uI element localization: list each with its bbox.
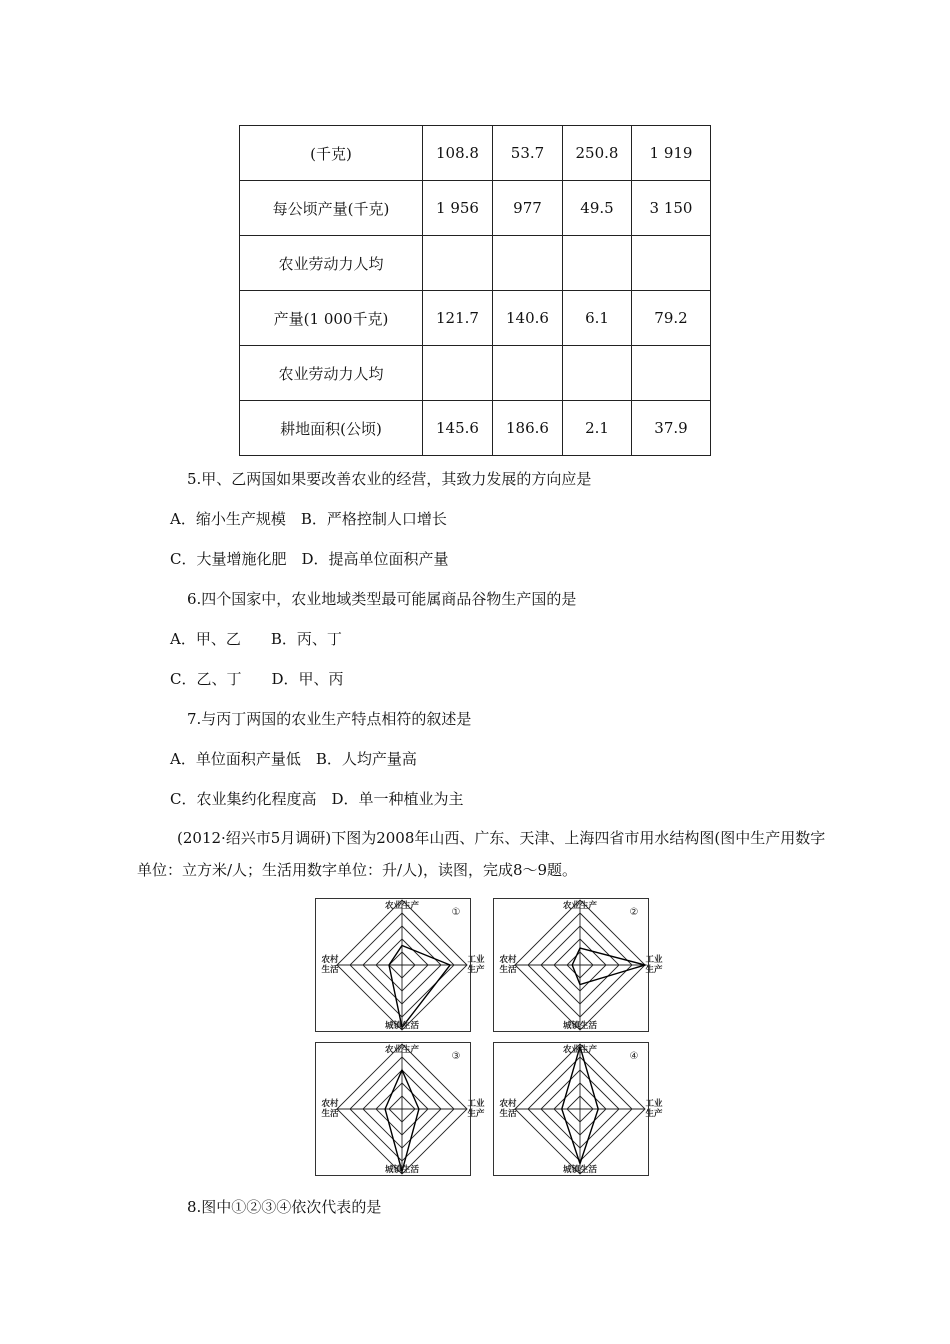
value-cell [423,236,493,291]
axis-label-rural-living: 生活 [321,965,339,975]
panel-number: ② [629,907,639,918]
value-cell: 140.6 [493,291,563,346]
axis-label-rural-living: 生活 [499,965,517,975]
row-label-cell: 每公顷产量(千克) [240,181,423,236]
value-cell [493,236,563,291]
value-cell: 79.2 [632,291,711,346]
panel-number: ④ [629,1051,639,1062]
value-cell [632,236,711,291]
axis-label-rural-living: 农村 [321,955,339,965]
value-cell [423,346,493,401]
panel-number: ① [451,907,461,918]
panel-number: ③ [451,1051,461,1062]
axis-label-agriculture: 农业生产 [562,1045,598,1055]
axis-label-industry: 生产 [645,965,663,975]
value-cell: 121.7 [423,291,493,346]
value-cell [563,346,632,401]
table-row [240,236,711,291]
axis-label-industry: 生产 [467,1109,485,1119]
table-row [240,401,711,456]
axis-label-rural-living: 农村 [321,1099,339,1109]
question-6-stem: 6.四个国家中，农业地域类型最可能属商品谷物生产国的是 [187,590,577,608]
axis-label-rural-living: 生活 [499,1109,517,1119]
axis-label-rural-living: 农村 [499,955,517,965]
agriculture-data-table [239,125,711,456]
question-6-options-cd: C．乙、丁 D．甲、丙 [170,670,344,688]
axis-label-urban-living: 城镇生活 [384,1165,420,1175]
row-label-cell: 耕地面积(公顷) [240,401,423,456]
question-7-options-cd: C．农业集约化程度高 D．单一种植业为主 [170,790,464,808]
axis-label-urban-living: 城镇生活 [562,1165,598,1175]
axis-label-urban-living: 城镇生活 [562,1021,598,1031]
question-7-options-ab: A．单位面积产量低 B．人均产量高 [170,750,417,768]
value-cell: 3 150 [632,181,711,236]
radar-panel [493,898,663,1032]
table-row [240,346,711,401]
axis-label-industry: 工业 [645,1099,663,1109]
radar-chart [494,1043,663,1175]
value-cell: 250.8 [563,126,632,181]
value-cell [563,236,632,291]
value-cell [632,346,711,401]
row-label-cell: 农业劳动力人均 [240,346,423,401]
axis-label-agriculture: 农业生产 [562,901,598,911]
value-cell: 53.7 [493,126,563,181]
value-cell: 1 956 [423,181,493,236]
axis-label-industry: 工业 [645,955,663,965]
question-5-options-ab: A．缩小生产规模 B．严格控制人口增长 [170,510,447,528]
question-8-stem: 8.图中①②③④依次代表的是 [187,1198,382,1216]
radar-chart [494,899,663,1031]
table-row [240,291,711,346]
row-label-cell: 农业劳动力人均 [240,236,423,291]
axis-label-industry: 生产 [467,965,485,975]
axis-label-rural-living: 农村 [499,1099,517,1109]
question-6-options-ab: A．甲、乙 B．丙、丁 [170,630,342,648]
table-row [240,126,711,181]
figure-intro-paragraph: (2012·绍兴市5月调研)下图为2008年山西、广东、天津、上海四省市用水结构图(图中生产用数字单位：立方米/人；生活用数字单位：升/人)，读图，完成8～9题。 [137,829,826,879]
axis-label-agriculture: 农业生产 [384,1045,420,1055]
value-cell [493,346,563,401]
axis-label-urban-living: 城镇生活 [384,1021,420,1031]
value-cell: 49.5 [563,181,632,236]
axis-label-industry: 生产 [645,1109,663,1119]
question-5-stem: 5.甲、乙两国如果要改善农业的经营，其致力发展的方向应是 [187,470,592,488]
axis-label-industry: 工业 [467,955,485,965]
value-cell: 108.8 [423,126,493,181]
value-cell: 145.6 [423,401,493,456]
value-cell: 1 919 [632,126,711,181]
row-label-cell: 产量(1 000千克) [240,291,423,346]
radar-panel [315,1042,485,1176]
question-5-options-cd: C．大量增施化肥 D．提高单位面积产量 [170,550,449,568]
axis-label-industry: 工业 [467,1099,485,1109]
axis-label-agriculture: 农业生产 [384,901,420,911]
value-cell: 977 [493,181,563,236]
question-7-stem: 7.与丙丁两国的农业生产特点相符的叙述是 [187,710,472,728]
radar-chart [316,899,485,1031]
row-label-cell: (千克) [240,126,423,181]
value-cell: 6.1 [563,291,632,346]
radar-panel [493,1042,663,1176]
axis-label-rural-living: 生活 [321,1109,339,1119]
value-cell: 186.6 [493,401,563,456]
radar-chart [316,1043,485,1175]
table-row [240,181,711,236]
value-cell: 37.9 [632,401,711,456]
value-cell: 2.1 [563,401,632,456]
radar-panel [315,898,485,1032]
